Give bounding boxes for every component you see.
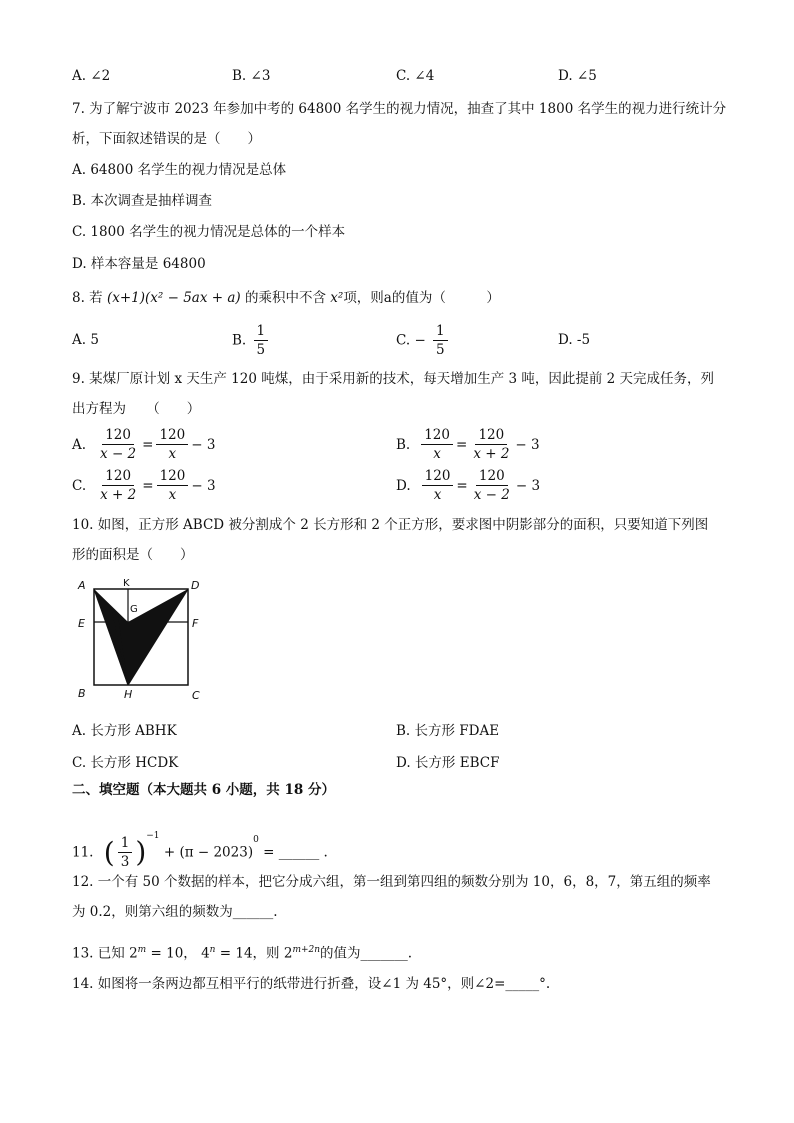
q9-option-c-label: C. [72,477,87,494]
q8-option-c-den: 5 [436,342,445,358]
q9-option-d [396,467,540,504]
q9-c-left-den: x + 2 [100,487,137,503]
q10-option-c: C. 长方形 HCDK [72,755,179,771]
q9-b-right-den: x + 2 [473,446,510,462]
q9-option-a [72,426,215,463]
q9-b-tail: − 3 [515,436,540,453]
q9-d-tail: − 3 [515,477,541,494]
q8-option-c [396,322,451,359]
q8-factor1: (x+1) [106,290,146,306]
q9-d-right-den: x − 2 [473,487,510,503]
label-k: K [123,578,130,589]
q11-plus: + [163,844,176,861]
q10-option-a: A. 长方形 ABHK [72,723,177,739]
q11-den: 3 [120,854,130,870]
q8-option-c-sign: − [414,332,426,349]
q9-option-b-right-fraction [470,426,512,463]
q13-exp3: m+2n [292,945,321,955]
q9-b-left-num: 120 [421,426,453,445]
q14: 14. 如图将一条两边都互相平行的纸带进行折叠，设∠1 为 45°，则∠2=_____°. [72,976,551,992]
q9-option-b-label: B. [396,436,411,453]
shaded-region [94,589,188,685]
q9-b-equals: = [456,436,468,453]
q9-option-d-label: D. [396,477,411,494]
q13-base2: 4 [201,945,210,962]
q13-eq1: = 10， [150,945,197,962]
q7-stem-line2: 析，下面叙述错误的是（ ） [72,131,261,147]
label-f: F [192,617,199,630]
q10-figure [72,575,212,705]
q8-option-d: D. -5 [558,332,591,348]
q8-middle: 的乘积中不含 [244,290,326,306]
q7-option-d: D. 样本容量是 64800 [72,256,206,272]
label-c: C [192,689,200,702]
q8-option-c-fraction [433,322,448,359]
q11-label: 11. [72,844,94,861]
label-e: E [78,617,85,630]
q9-a-left-den: x − 2 [100,446,137,462]
q10-option-d: D. 长方形 EBCF [396,755,500,771]
q13-exp1: m [137,945,147,955]
q9-d-equals: = [456,477,468,494]
q9-option-c-left-fraction [97,467,139,504]
q11-exp1: −1 [146,831,160,841]
q9-a-equals: = [142,436,154,453]
label-d: D [191,579,200,592]
label-a: A [78,579,86,592]
q9-option-a-right-fraction [156,426,188,463]
q13-eq2: = 14，则 [219,945,280,962]
q8-option-c-num: 1 [433,322,448,341]
q8-option-c-label: C. [396,332,411,349]
q9-option-a-left-fraction [97,426,139,463]
q9-a-left-num: 120 [102,426,134,445]
q9-b-left-den: x [433,446,441,462]
q11-fraction [118,834,133,871]
label-b: B [78,687,86,700]
q7-option-a: A. 64800 名学生的视力情况是总体 [72,162,287,178]
q9-option-d-left-fraction [422,467,454,504]
q11-tail: = ______ . [263,844,328,861]
q8-stem [72,288,500,308]
q9-c-right-num: 120 [157,467,189,486]
q10-stem-line1: 10. 如图，正方形 ABCD 被分割成个 2 长方形和 2 个正方形，要求图中阴影部分的面积，只要知道下列图 [72,517,709,533]
q6-option-d: D. ∠5 [558,68,597,84]
q13-base3: 2 [283,945,293,962]
q6-option-a: A. ∠2 [72,68,111,84]
q7-option-b: B. 本次调查是抽样调查 [72,193,213,209]
q11: 11. ( $\frac{1}{3}$ )$^{-1} + (\pi - 2023)^0$ = ______ . [72,831,328,870]
q10-stem-line2: 形的面积是（ ） [72,547,194,563]
q13-suffix: 的值为_______. [320,945,413,962]
q9-d-left-den: x [433,487,442,503]
label-g: G [130,604,138,615]
q9-d-left-num: 120 [422,467,454,486]
q9-c-equals: = [142,477,154,494]
q13-exp2: n [209,945,216,955]
q9-c-left-num: 120 [102,467,134,486]
q8-option-b [232,322,271,359]
q9-option-a-label: A. [72,436,87,453]
q13 [72,940,412,964]
q9-d-right-num: 120 [476,467,508,486]
q8-term: x² [330,290,344,306]
q8-option-b-num: 1 [254,322,269,341]
q8-factor2: (x² − 5ax + a) [145,290,241,306]
section-2-heading: 二、填空题（本大题共 6 小题，共 18 分） [72,782,335,798]
q9-stem-line2: 出方程为 （ ） [72,401,201,417]
q9-option-c [72,467,216,504]
q11-exp0: 0 [253,835,259,845]
q8-option-a: A. 5 [72,332,99,348]
q9-option-b-left-fraction [421,426,453,463]
q10-option-b: B. 长方形 FDAE [396,723,500,739]
q9-b-right-num: 120 [475,426,507,445]
q8-prefix: 8. 若 [72,290,103,306]
q9-a-right-den: x [168,446,177,462]
q9-option-b [396,426,540,463]
q8-option-b-label: B. [232,332,247,349]
q9-stem-line1: 9. 某煤厂原计划 x 天生产 120 吨煤，由于采用新的技术，每天增加生产 3 吨，因此提前 2 天完成任务，列 [72,371,715,387]
q6-option-c: C. ∠4 [396,68,435,84]
q13-base1: 2 [129,945,138,962]
q9-option-d-right-fraction [471,467,513,504]
q7-stem-line1: 7. 为了解宁波市 2023 年参加中考的 64800 名学生的视力情况，抽查了其中 1800 名学生的视力进行统计分 [72,101,727,117]
q8-option-b-fraction [254,322,269,359]
label-h: H [124,688,133,701]
q9-option-c-right-fraction [157,467,189,504]
q6-option-b: B. ∠3 [232,68,271,84]
q8-suffix: 项，则a的值为（ ） [343,290,500,306]
q7-option-c: C. 1800 名学生的视力情况是总体的一个样本 [72,224,346,240]
q9-a-right-num: 120 [156,426,188,445]
q9-c-tail: − 3 [191,477,216,494]
q8-option-b-den: 5 [256,342,266,358]
q12-line1: 12. 一个有 50 个数据的样本，把它分成六组，第一组到第四组的频数分别为 10，6，8，7，第五组的频率 [72,874,711,890]
q13-prefix: 13. 已知 [72,945,125,962]
q9-c-right-den: x [168,487,177,503]
q9-a-tail: − 3 [191,436,216,453]
q12-line2: 为 0.2，则第六组的频数为______. [72,904,278,920]
q11-num: 1 [118,834,133,853]
q11-paren: (π − 2023) [179,844,254,861]
